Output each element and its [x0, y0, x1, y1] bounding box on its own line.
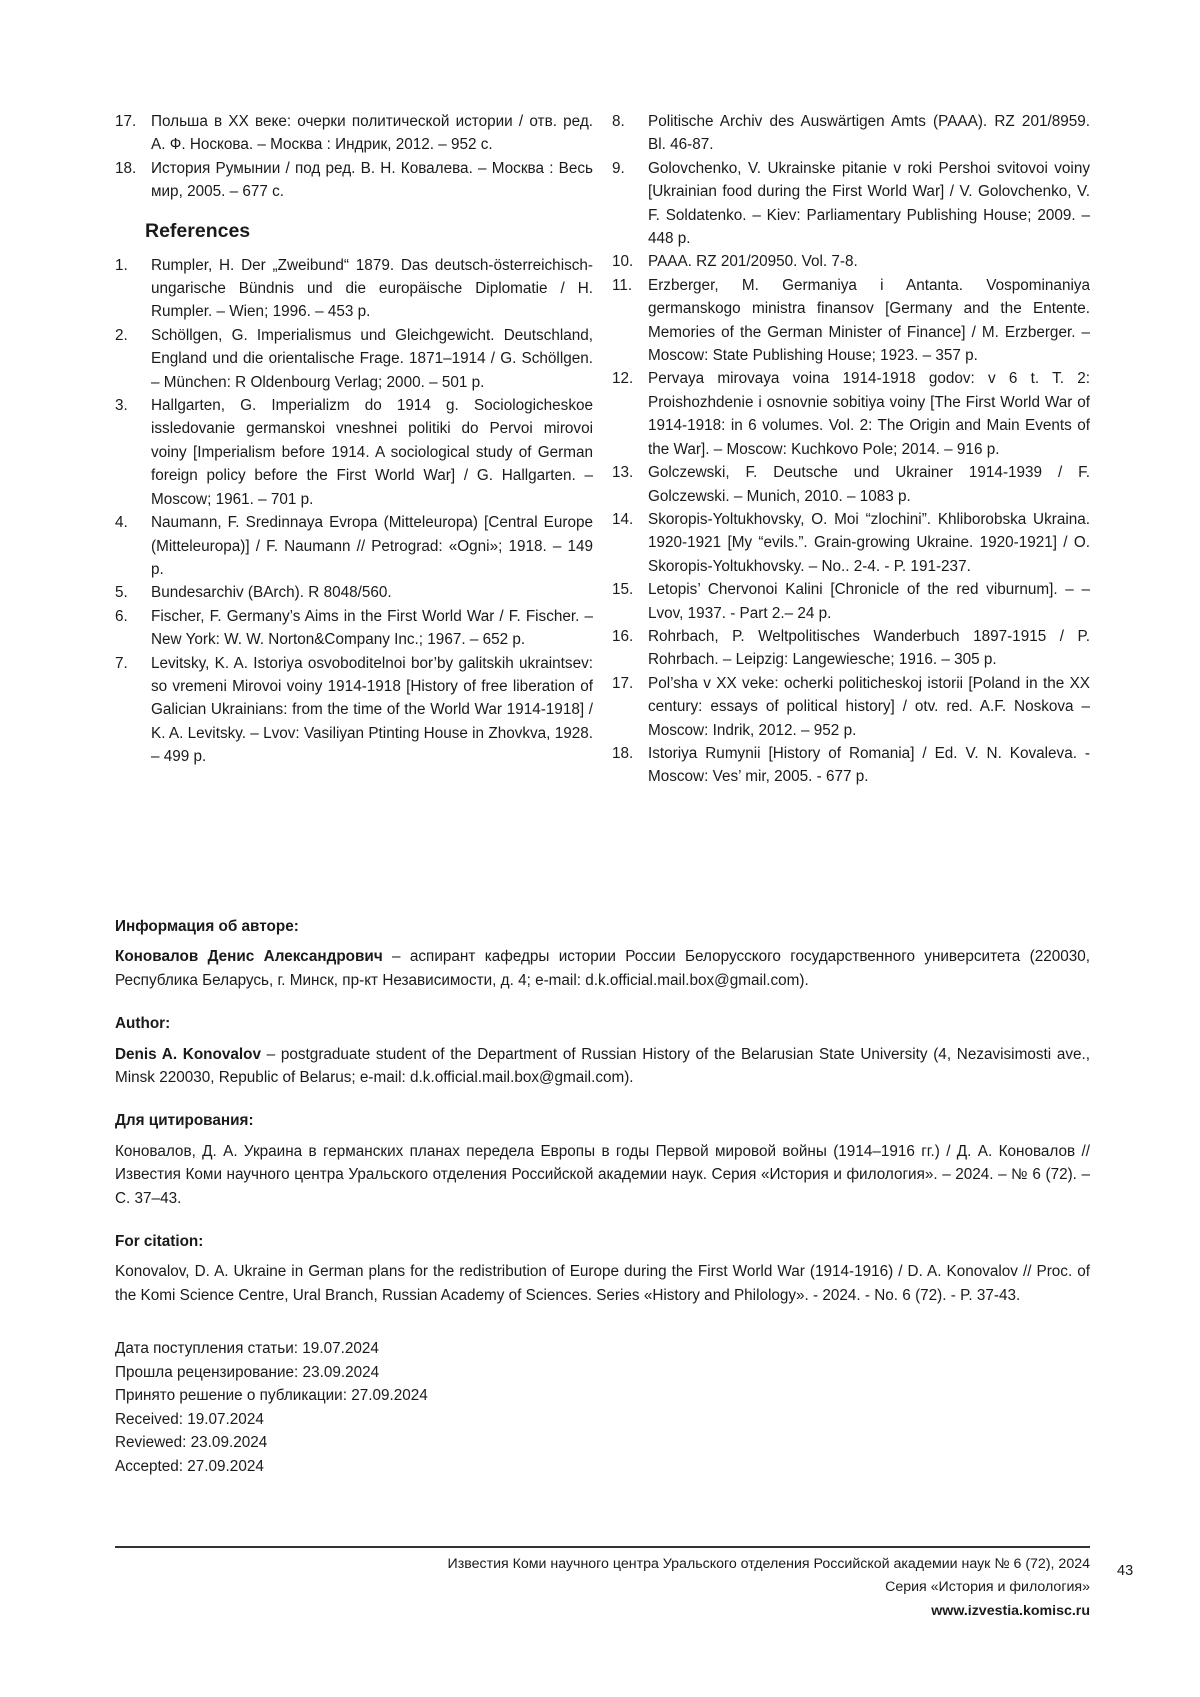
references-list-left [115, 254, 593, 769]
date-line: Accepted: 27.09.2024 [115, 1457, 264, 1475]
citation-en-text: Konovalov, D. A. Ukraine in German plans for the redistribution of Europe during the First World War (1914-1916) / D. A. Konovalov // Proc. of the Komi Science Centre, Ural Branch, Russian Academy of Sciences. Series «History and Philology». - 2024. - No. 6 (72). - P. 37-43. [115, 1263, 1090, 1304]
reference-item: 16. Rohrbach, P. Weltpolitisches Wanderbuch 1897-1915 / P. Rohrbach. – Leipzig: Langewiesche; 1916. – 305 p. [612, 627, 1090, 669]
author-name-ru: Коновалов Денис Александрович [115, 948, 383, 966]
reference-columns [115, 110, 1090, 789]
reference-item: 14. Skoropis-Yoltukhovsky, O. Moi “zlochini”. Khliborobska Ukraina. 1920-1921 [My “evils.”. Grain-growing Ukraine. 1920-1921] / O. Skoropis-Yoltukhovsky. – No.. 2-4. - P. 191-237. [612, 510, 1090, 575]
footer-divider [115, 1546, 1090, 1548]
russian-reference-list-tail [115, 110, 593, 204]
reference-item: 9. Golovchenko, V. Ukrainske pitanie v roki Pershoi svitovoi voiny [Ukrainian food during the First World War] / V. Golovchenko, V. F. Soldatenko. – Kiev: Parliamentary Publishing House; 2009. – 448 p. [612, 159, 1090, 248]
footer-series: Серия «История и филология» [885, 1579, 1090, 1596]
author-info-ru-text: – аспирант кафедры истории России Белорусского государственного университета (220030, Республика Беларусь, г. Минск, пр-кт Независимости, д. 4; e-mail: d.k.official.mail.box@gmail.com). [115, 948, 1091, 989]
author-info-en [115, 1012, 1090, 1089]
reference-item: 10. PAAA. RZ 201/20950. Vol. 7-8. [612, 253, 858, 271]
citation-ru-text: Коновалов, Д. А. Украина в германских планах передела Европы в годы Первой мировой войны (1914–1916 гг.) / Д. А. Коновалов // Известия Коми научного центра Уральского отделения Российской академии наук. Серия «История и филология». – 2024. – № 6 (72). – С. 37–43. [115, 1142, 1090, 1207]
date-line: Received: 19.07.2024 [115, 1410, 264, 1428]
citation-en-heading: For citation: [115, 1233, 204, 1251]
right-column [612, 110, 1090, 789]
author-info-en-text: – postgraduate student of the Department of Russian History of the Belarusian State University (4, Nezavisimosti ave., Minsk 220030, Republic of Belarus; e-mail: d.k.official.mail.box@gmail.com). [115, 1045, 1090, 1087]
reference-item: 15. Letopis’ Chervonoi Kalini [Chronicle of the red viburnum]. – – Lvov, 1937. - Part 2.– 24 p. [612, 581, 1090, 622]
reference-item: 2. Schöllgen, G. Imperialismus und Gleichgewicht. Deutschland, England und die orientalische Frage. 1871–1914 / G. Schöllgen. – München: R Oldenbourg Verlag; 2000. – 501 p. [115, 326, 593, 391]
reference-item: 17. Польша в XX веке: очерки политической истории / отв. ред. А. Ф. Носкова. – Москва : Индрик, 2012. – 952 с. [115, 113, 593, 154]
reference-item: 11. Erzberger, M. Germaniya i Antanta. Vospominaniya germanskogo ministra finansov [Germany and the Entente. Memories of the German Minister of Finance] / M. Erzberger. – Moscow: State Publishing House; 1923. – 357 p. [612, 276, 1090, 365]
reference-item: 18. Istoriya Rumynii [History of Romania] / Ed. V. N. Kovaleva. - Moscow: Ves’ mir, 2005. - 677 p. [612, 744, 1090, 786]
footer-journal: Известия Коми научного центра Уральского отделения Российской академии наук № 6 (72), 2024 [447, 1556, 1090, 1572]
page-number: 43 [1117, 1563, 1134, 1579]
page-footer [290, 1553, 1090, 1623]
reference-item: 18. История Румынии / под ред. В. Н. Ковалева. – Москва : Весь мир, 2005. – 677 с. [115, 159, 593, 201]
references-list-right [612, 110, 1090, 789]
date-line: Reviewed: 23.09.2024 [115, 1434, 268, 1452]
date-line: Прошла рецензирование: 23.09.2024 [115, 1363, 380, 1381]
reference-item: 3. Hallgarten, G. Imperializm do 1914 g. Sociologicheskoe issledovanie germanskoi vneshnei politiki do Pervoi mirovoi voiny [Imperialism before 1914. A sociological study of German foreign policy before the First World War] / G. Hallgarten. – Moscow; 1961. – 701 p. [115, 397, 593, 508]
author-info-en-heading: Author: [115, 1015, 171, 1033]
reference-item: 4. Naumann, F. Sredinnaya Evropa (Mitteleuropa) [Central Europe (Mitteleuropa)] / F. Naumann // Petrograd: «Ogni»; 1918. – 149 p. [115, 514, 593, 578]
reference-item: 8. Politische Archiv des Auswärtigen Amts (PAAA). RZ 201/8959. Bl. 46-87. [612, 113, 1090, 154]
citation-ru-heading: Для цитирования: [115, 1112, 254, 1130]
date-line: Принято решение о публикации: 27.09.2024 [115, 1387, 428, 1405]
reference-item: 12. Pervaya mirovaya voina 1914-1918 godov: v 6 t. T. 2: Proishozhdenie i osnovnie sobitiya voiny [The First World War of 1914-1918: in 6 volumes. Vol. 2: The Origin and Main Events of the War]. – Moscow: Kuchkovo Pole; 2014. – 916 p. [612, 370, 1090, 458]
author-info-ru-heading: Информация об авторе: [115, 918, 299, 935]
reference-item: 13. Golczewski, F. Deutsche und Ukrainer 1914-1939 / F. Golczewski. – Munich, 2010. – 1083 p. [612, 464, 1090, 505]
footer-website: www.izvestia.komisc.ru [931, 1602, 1090, 1619]
left-column [115, 110, 593, 789]
author-name-en: Denis A. Konovalov [115, 1045, 261, 1063]
references-heading: References [145, 219, 251, 242]
citation-en [115, 1230, 1090, 1307]
reference-item: 5. Bundesarchiv (BArch). R 8048/560. [115, 584, 392, 602]
reference-item: 1. Rumpler, H. Der „Zweibund“ 1879. Das deutsch-österreichisch-ungarische Bündnis und die europäische Diplomatie / H. Rumpler. – Wien; 1996. – 453 p. [115, 256, 593, 321]
date-line: Дата поступления статьи: 19.07.2024 [115, 1340, 379, 1358]
reference-item: 7. Levitsky, K. A. Istoriya osvoboditelnoi bor’by galitskih ukraintsev: so vremeni Mirovoi voiny 1914-1918 [History of free liberation of Galician Ukrainians: from the time of the World War 1914-1918] / K. A. Levitsky. – Lvov: Vasiliyan Ptinting House in Zhovkva, 1928. – 499 p. [115, 654, 593, 766]
citation-ru [115, 1109, 1090, 1210]
author-info-ru [115, 915, 1090, 992]
article-dates [115, 1337, 1090, 1478]
reference-item: 17. Pol’sha v XX veke: ocherki politicheskoj istorii [Poland in the XX century: essays of political history] / otv. red. A.F. Noskova – Moscow: Indrik, 2012. – 952 p. [612, 674, 1090, 739]
author-and-citation-section [115, 915, 1090, 1478]
reference-item: 6. Fischer, F. Germany’s Aims in the First World War / F. Fischer. – New York: W. W. Norton&Company Inc.; 1967. – 652 p. [115, 607, 593, 649]
